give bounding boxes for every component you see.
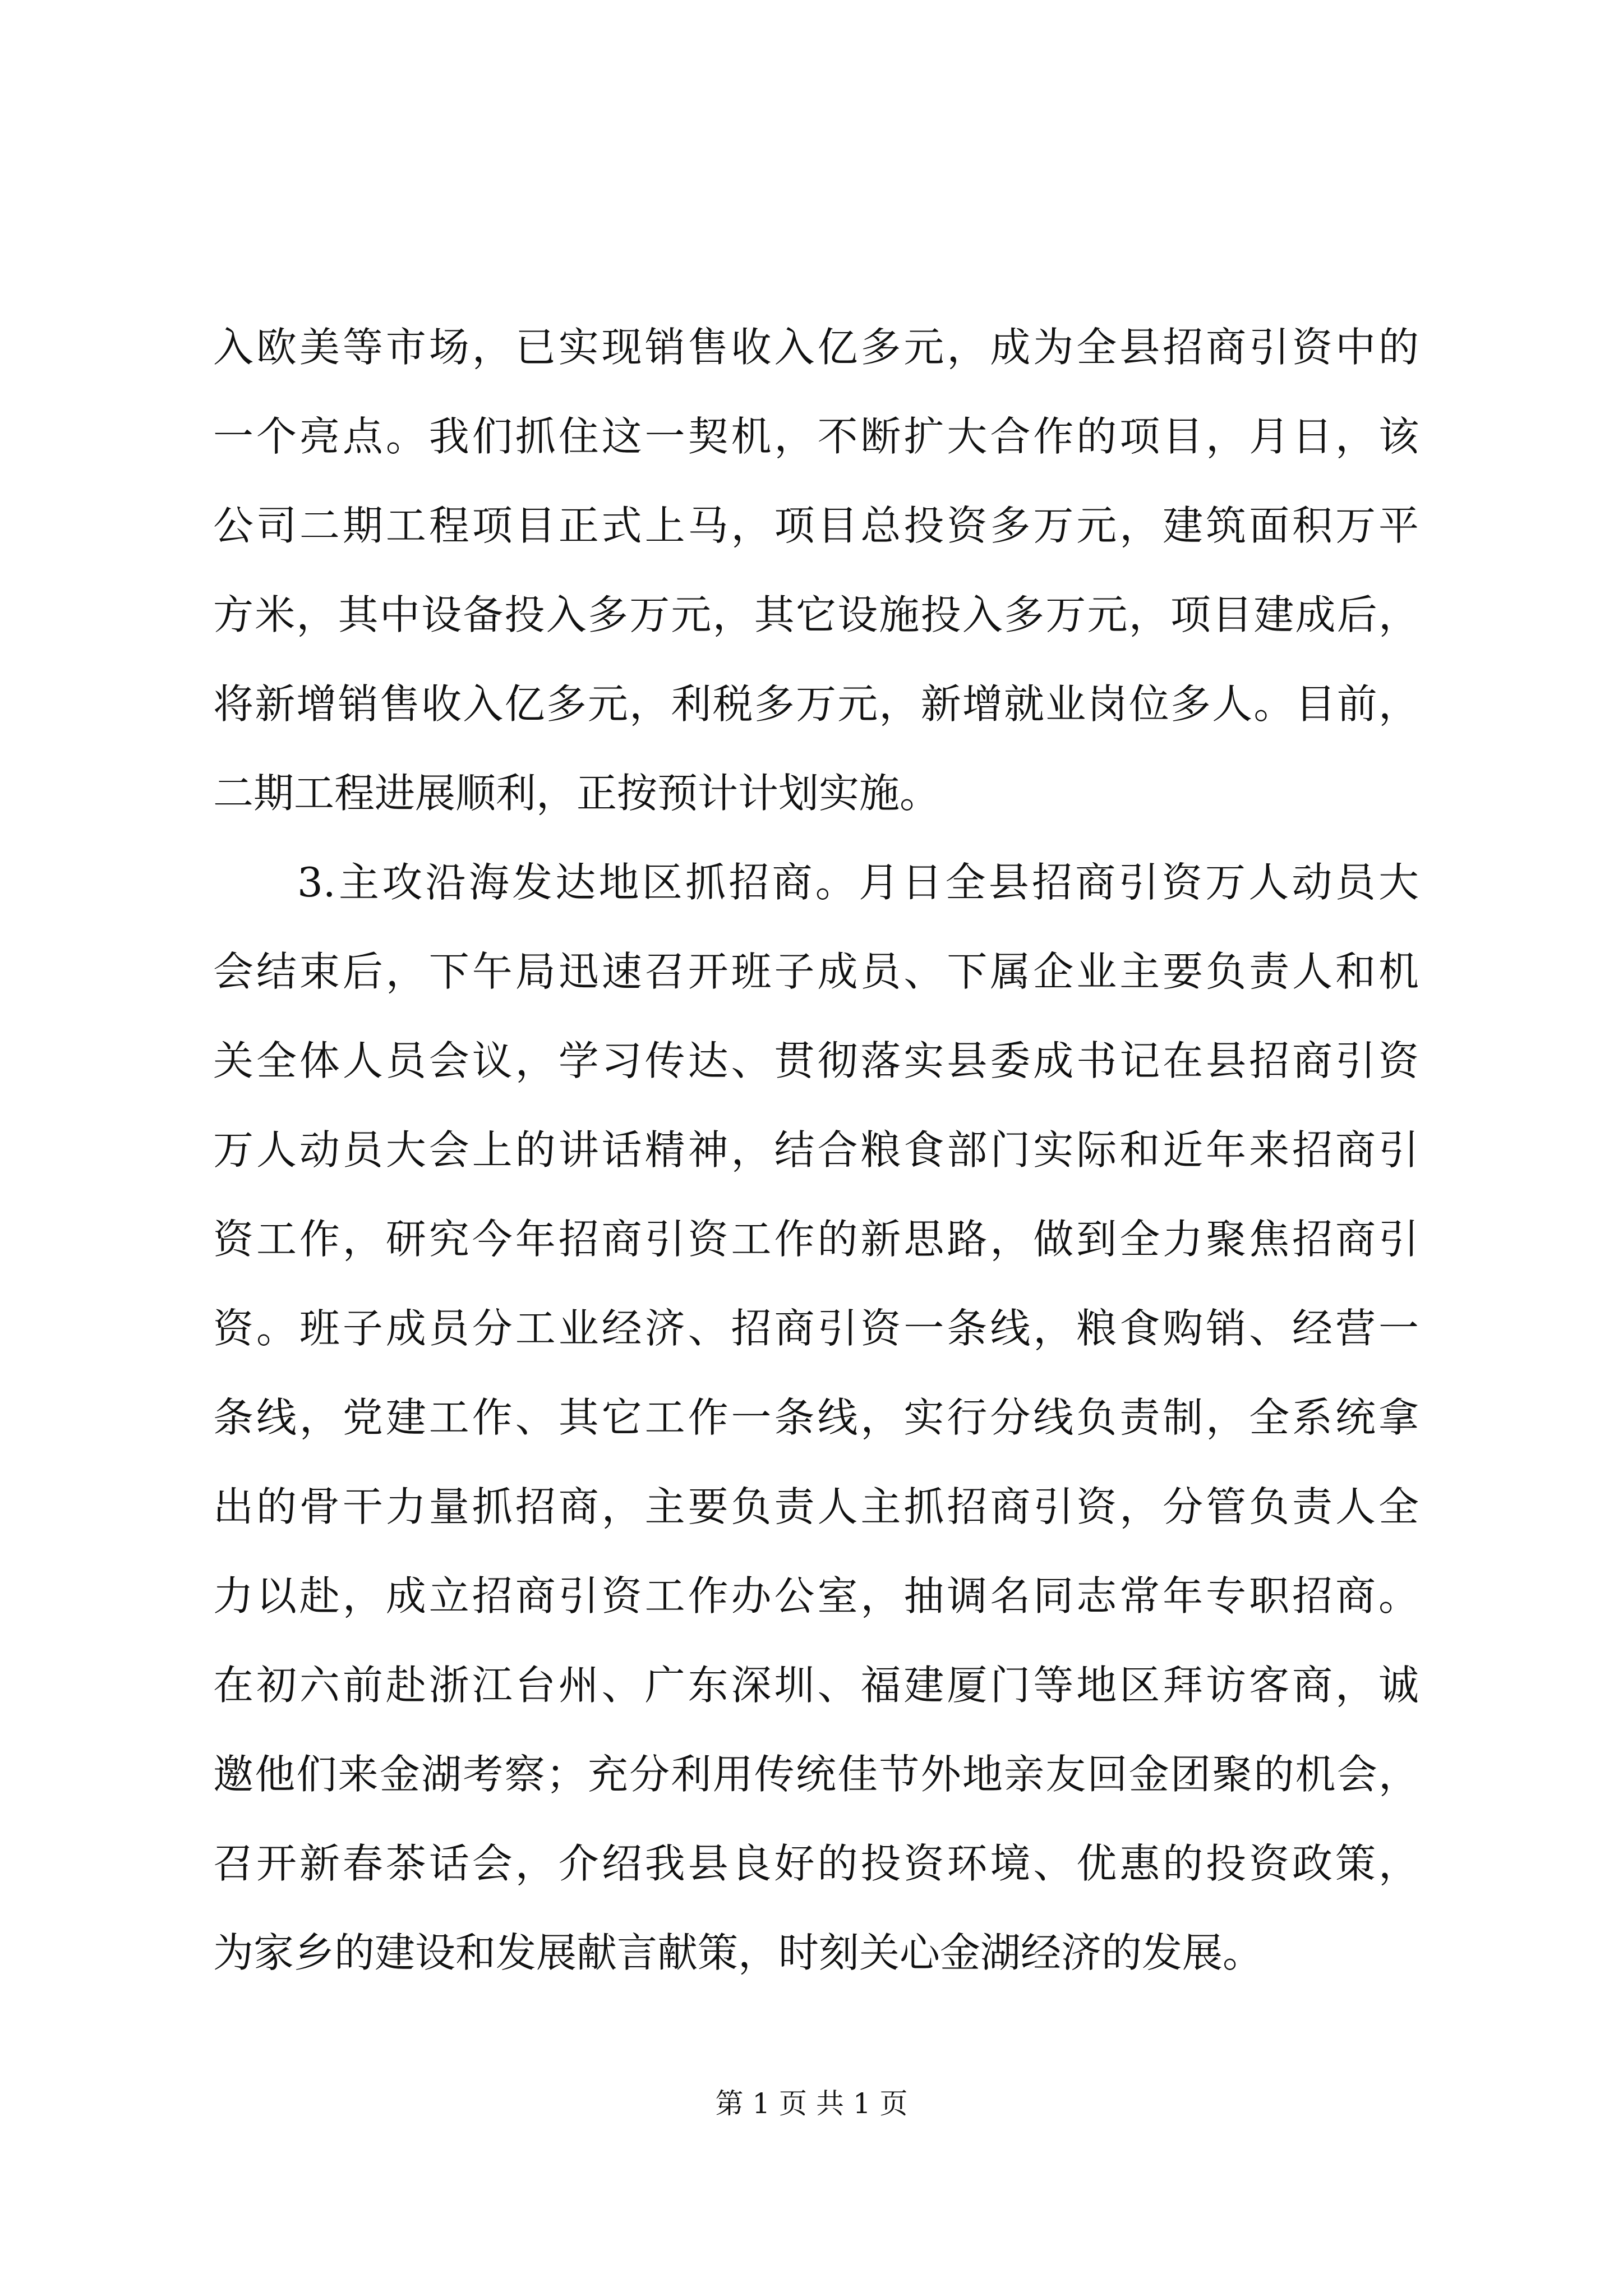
text-line: 力以赴，成立招商引资工作办公室，抽调名同志常年专职招商。 <box>213 1572 1419 1619</box>
text-line: 二期工程进展顺利，正按预计计划实施。 <box>213 770 940 817</box>
text-line: 公司二期工程项目正式上马，项目总投资多万元，建筑面积万平 <box>213 502 1419 549</box>
page-number-footer: 第 1 页 共 1 页 <box>715 2087 908 2120</box>
text-line: 方米，其中设备投入多万元，其它设施投入多万元，项目建成后， <box>213 591 1419 638</box>
text-line: 万人动员大会上的讲话精神，结合粮食部门实际和近年来招商引 <box>213 1126 1419 1174</box>
text-line: 会结束后，下午局迅速召开班子成员、下属企业主要负责人和机 <box>213 948 1419 995</box>
text-line: 一个亮点。我们抓住这一契机，不断扩大合作的项目，月日，该 <box>213 413 1419 460</box>
text-line: 在初六前赴浙江台州、广东深圳、福建厦门等地区拜访客商，诚 <box>213 1662 1419 1709</box>
text-line: 召开新春茶话会，介绍我县良好的投资环境、优惠的投资政策， <box>213 1840 1419 1887</box>
text-line: 资工作，研究今年招商引资工作的新思路，做到全力聚焦招商引 <box>213 1216 1419 1263</box>
text-line: 出的骨干力量抓招商，主要负责人主抓招商引资，分管负责人全 <box>213 1483 1419 1530</box>
text-line: 条线，党建工作、其它工作一条线，实行分线负责制，全系统拿 <box>213 1394 1419 1441</box>
text-line: 邀他们来金湖考察；充分利用传统佳节外地亲友回金团聚的机会， <box>213 1751 1419 1798</box>
text-line: 将新增销售收入亿多元，利税多万元，新增就业岗位多人。目前， <box>213 680 1419 728</box>
text-line: 关全体人员会议，学习传达、贯彻落实县委成书记在县招商引资 <box>213 1037 1419 1084</box>
text-line: 为家乡的建设和发展献言献策，时刻关心金湖经济的发展。 <box>213 1929 1264 1976</box>
text-line: 资。班子成员分工业经济、招商引资一条线，粮食购销、经营一 <box>213 1305 1419 1352</box>
text-line: 3.主攻沿海发达地区抓招商。月日全县招商引资万人动员大 <box>297 859 1419 906</box>
text-line: 入欧美等市场，已实现销售收入亿多元，成为全县招商引资中的 <box>213 324 1419 371</box>
document-body <box>213 303 1419 1998</box>
